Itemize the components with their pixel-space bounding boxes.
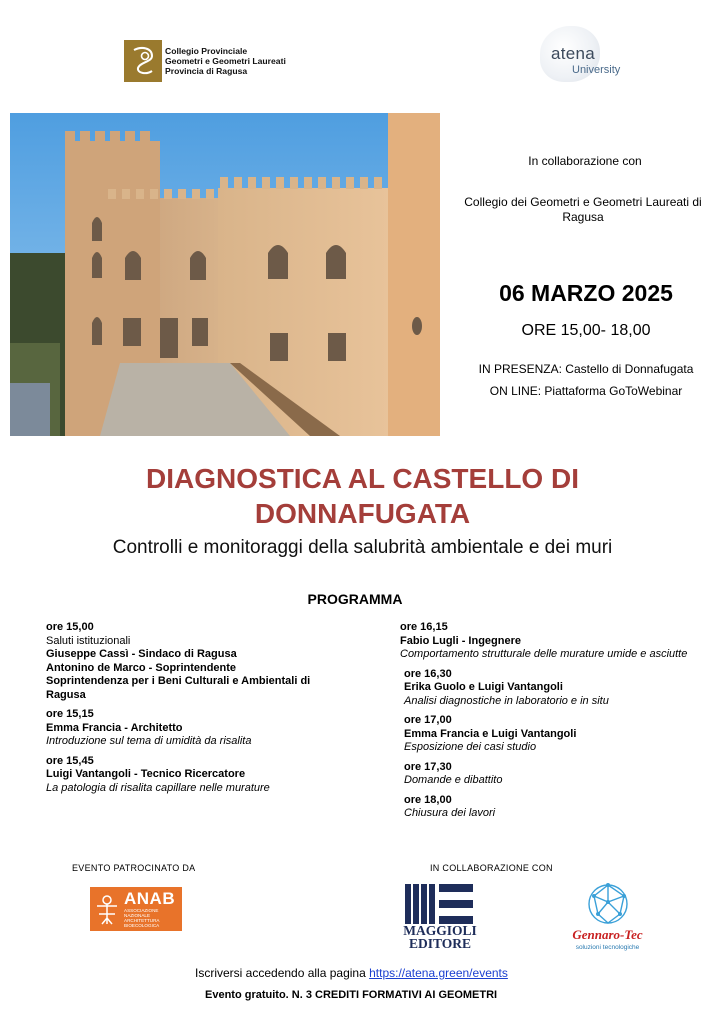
program-item: Saluti istituzionali [46, 634, 131, 647]
program-topic: Esposizione dei casi studio [404, 741, 537, 753]
anab-emblem-icon [90, 887, 124, 931]
globe-network-icon [586, 882, 630, 926]
event-title: DIAGNOSTICA AL CASTELLO DI DONNAFUGATA [146, 463, 579, 529]
program-speaker: Giuseppe Cassì - Sindaco di Ragusa [46, 648, 237, 660]
castle-photo [10, 113, 440, 436]
collaboration-label: IN COLLABORAZIONE CON [430, 863, 553, 873]
collab-intro: In collaborazione con [528, 154, 642, 168]
gennaro-tec-logo: Gennaro-Tec soluzioni tecnologiche [560, 882, 655, 954]
program-heading: PROGRAMMA [307, 591, 403, 607]
program-speaker: Erika Guolo e Luigi Vantangoli [404, 681, 563, 693]
program-topic: Comportamento strutturale delle murature umide e asciutte [400, 648, 688, 660]
program-speaker: Soprintendenza per i Beni Culturali e Ambientali di Ragusa [46, 675, 311, 701]
maggioli-logo: MAGGIOLI EDITORE [400, 884, 480, 952]
program-time: ore 17,00 [404, 714, 452, 726]
events-link[interactable]: https://atena.green/events [369, 966, 508, 980]
event-subtitle: Controlli e monitoraggi della salubrità ambientale e dei muri [112, 537, 613, 558]
program-topic: Introduzione sul tema di umidità da risalita [46, 735, 252, 747]
program-time: ore 17,30 [404, 760, 452, 773]
program-speaker: Antonino de Marco - Soprintendente [46, 661, 237, 674]
program-topic: Analisi diagnostiche in laboratorio e in situ [404, 694, 609, 707]
program-time: ore 15,45 [46, 754, 94, 767]
program-time: ore 15,15 [46, 708, 94, 720]
program-speaker: Emma Francia - Architetto [46, 721, 183, 734]
atena-university-logo: atena University [534, 26, 644, 86]
program-speaker: Fabio Lugli - Ingegnere [400, 634, 521, 647]
program-time: ore 15,00 [46, 621, 94, 633]
registration-line: Iscriversi accedendo alla pagina https://atena.green/events [195, 966, 508, 980]
program-right-column [400, 621, 700, 821]
program-speaker: Emma Francia e Luigi Vantangoli [404, 727, 577, 740]
free-event-credits: Evento gratuito. N. 3 CREDITI FORMATIVI AI GEOMETRI [205, 989, 498, 1001]
anab-logo: ANAB ASSOCIAZIONE NAZIONALE ARCHITETTURA BIOECOLOGICA [90, 887, 182, 931]
event-date: 06 MARZO 2025 [499, 280, 673, 306]
program-topic: La patologia di risalita capillare nelle murature [46, 781, 270, 794]
program-time: ore 18,00 [404, 793, 452, 806]
program-speaker: Luigi Vantangoli - Tecnico Ricercatore [46, 768, 246, 780]
venue-online: ON LINE: Piattaforma GoToWebinar [489, 384, 683, 398]
college-logo-text: Collegio Provinciale Geometri e Geometri Laureati Provincia di Ragusa [165, 46, 286, 76]
event-time: ORE 15,00- 18,00 [521, 322, 651, 339]
collab-name: Collegio dei Geometri e Geometri Laureati di Ragusa [464, 195, 702, 224]
program-topic: Chiusura dei lavori [404, 807, 496, 819]
program-time: ore 16,15 [400, 621, 448, 633]
college-logo [124, 40, 286, 82]
program-left-column [46, 621, 346, 795]
program-topic: Domande e dibattito [404, 774, 503, 786]
maggioli-bars-icon [403, 884, 475, 924]
college-emblem-icon [124, 40, 162, 82]
program-time: ore 16,30 [404, 667, 452, 680]
patronage-label: EVENTO PATROCINATO DA [72, 863, 196, 873]
venue-in-person: IN PRESENZA: Castello di Donnafugata [478, 362, 694, 376]
